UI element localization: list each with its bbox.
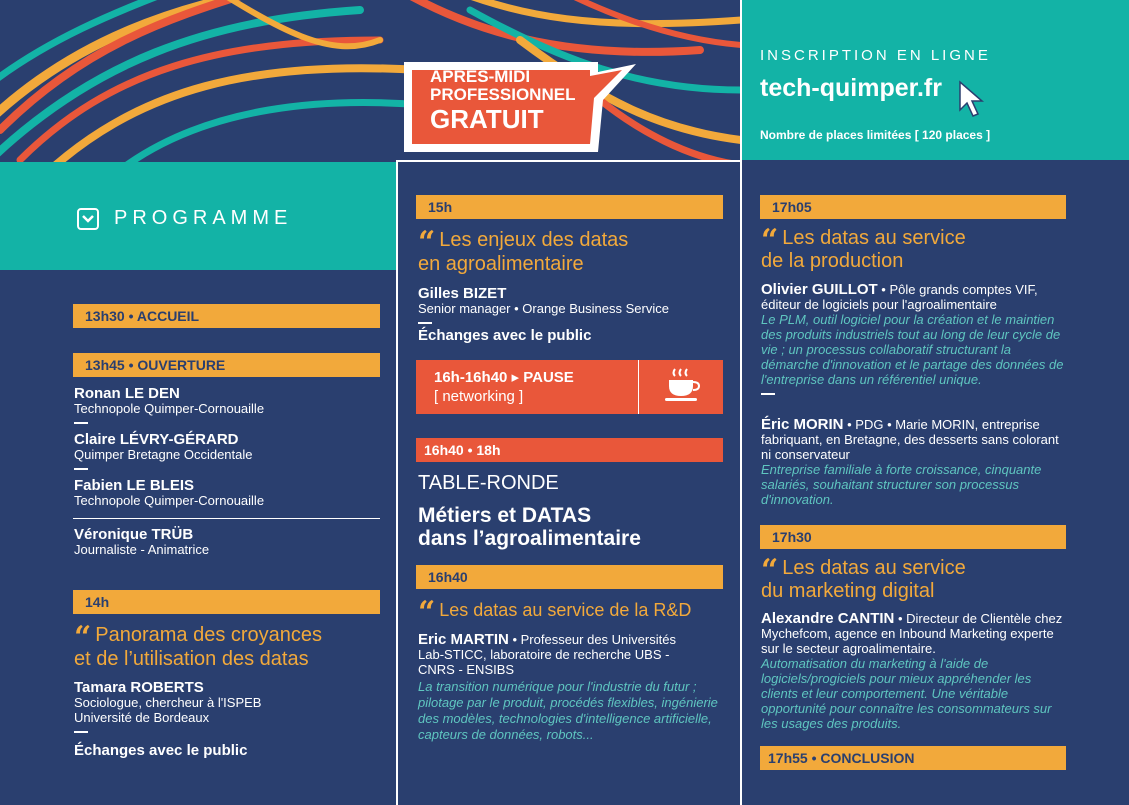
speaker-role: Senior manager • Orange Business Service [418, 301, 669, 316]
speaker-name: Éric MORIN [761, 416, 844, 433]
programme-band [0, 162, 396, 270]
talk-title-enjeux: “ Les enjeux des datas en agroalimentaire [418, 225, 629, 275]
echanges-col1: Échanges avec le public [74, 742, 248, 759]
quote-icon: “ [761, 553, 779, 588]
speaker-name: Gilles BIZET [418, 285, 507, 302]
speaker-name: Olivier GUILLOT [761, 281, 878, 298]
inscription-label: INSCRIPTION EN LIGNE [760, 47, 991, 64]
programme-label: PROGRAMME [114, 207, 293, 229]
places-note: Nombre de places limitées [ 120 places ] [760, 128, 991, 142]
speaker-role: • Professeur des Universités [508, 632, 676, 647]
quote-icon: “ [418, 225, 436, 260]
time-table-bar: 16h40 • 18h [416, 438, 723, 462]
table-ronde-label: TABLE-RONDE [418, 472, 559, 494]
divider-right [740, 0, 742, 805]
quote-icon: “ [74, 620, 92, 655]
time-1730-bar: 17h30 [760, 525, 1066, 549]
cursor-icon [957, 80, 985, 120]
ouverture-bar: 13h45 • OUVERTURE [73, 353, 380, 377]
speaker-morin [761, 417, 1066, 507]
pause-time: 16h-16h40 ▸ PAUSE [434, 369, 574, 386]
badge-line2: PROFESSIONNEL [430, 85, 576, 104]
talk-description: Automatisation du marketing à l'aide de logiciels/progiciels pour mieux appréhender les clients et leur comportement. Une véritable opportunité pour connaître les consommateurs sur les usages des produits. [761, 656, 1052, 731]
speaker-1 [74, 386, 264, 424]
divider-top [396, 160, 742, 162]
speaker-2 [74, 432, 252, 470]
speaker-martin [418, 632, 718, 743]
speaker-name: Eric MARTIN [418, 631, 509, 648]
badge-line3: GRATUIT [430, 104, 544, 134]
coffee-cup-icon [661, 366, 701, 406]
speaker-affiliation: Université de Bordeaux [74, 710, 210, 725]
time-15h-bar: 15h [416, 195, 723, 219]
speaker-affiliation-2: CNRS - ENSIBS [418, 662, 515, 677]
speaker-role: • Directeur de Clientèle chez Mychefcom, agence en Inbound Marketing experte sur le secteur agroalimentaire. [761, 611, 1063, 656]
quote-icon: “ [761, 223, 779, 258]
speaker-name: Véronique TRÜB [74, 526, 194, 543]
speaker-role: Sociologue, chercheur à l'ISPEB [74, 695, 262, 710]
echanges-col2: Échanges avec le public [418, 327, 592, 344]
metiers-title: Métiers et DATAS dans l’agroalimentaire [418, 504, 641, 550]
speaker-name: Ronan LE DEN [74, 385, 180, 402]
time-14h-bar: 14h [73, 590, 380, 614]
talk-title-marketing: “ Les datas au service du marketing digital [761, 553, 966, 602]
badge-line1: APRÈS-MIDI [430, 67, 531, 86]
speaker-name: Claire LÉVRY-GÉRARD [74, 431, 239, 448]
speaker-bizet [418, 286, 669, 324]
speaker-3 [74, 478, 264, 508]
separator-line [73, 518, 380, 519]
speaker-name: Tamara ROBERTS [74, 679, 204, 696]
pause-box [416, 360, 723, 414]
speaker-role: • PDG • Marie MORIN, entreprise fabriquant, en Bretagne, des desserts sans colorant ni conservateur [761, 417, 1059, 462]
inscription-url[interactable]: tech-quimper.fr [760, 74, 942, 102]
speaker-affiliation: Lab-STICC, laboratoire de recherche UBS - [418, 647, 670, 662]
quote-icon: “ [418, 595, 436, 630]
conclusion-bar: 17h55 • CONCLUSION [760, 746, 1066, 770]
speaker-guillot [761, 282, 1066, 395]
speaker-4 [74, 527, 209, 557]
speaker-name: Alexandre CANTIN [761, 610, 895, 627]
talk-description: La transition numérique pour l'industrie du futur ; pilotage par le produit, procédés flexibles, ingénierie des modèles, technologies d'intelligence artificielle, capteurs de données, robots... [418, 679, 718, 742]
talk-description: Le PLM, outil logiciel pour la création et le maintien des produits industriels tout au long de leur cycle de vie ; un processus collaboratif structurant la démarche d'innovation et le partage des données de l'entreprise dans un référentiel unique. [761, 312, 1064, 387]
speaker-name: Fabien LE BLEIS [74, 477, 195, 494]
speaker-role: Technopole Quimper-Cornouaille [74, 401, 265, 416]
chevron-down-icon [77, 208, 99, 230]
pause-label: [ networking ] [434, 388, 524, 405]
free-badge [398, 52, 638, 162]
talk-title-panorama: “ Panorama des croyances et de l’utilisation des datas [74, 620, 323, 670]
speaker-cantin [761, 611, 1066, 731]
accueil-bar: 13h30 • ACCUEIL [73, 304, 380, 328]
speaker-role: • Pôle grands comptes VIF, éditeur de logiciels pour l'agroalimentaire [761, 282, 1038, 312]
speaker-role: Journaliste - Animatrice [74, 542, 210, 557]
talk-title-rd: “ Les datas au service de la R&D [418, 595, 692, 630]
divider-left [396, 160, 398, 805]
talk-title-production: “ Les datas au service de la production [761, 223, 966, 272]
speaker-tamara [74, 680, 261, 733]
speaker-role: Quimper Bretagne Occidentale [74, 447, 253, 462]
time-1705-bar: 17h05 [760, 195, 1066, 219]
speaker-role: Technopole Quimper-Cornouaille [74, 493, 265, 508]
talk-description: Entreprise familiale à forte croissance, cinquante salariés, souhaitant structurer son processus d'innovation. [761, 462, 1042, 507]
time-1640-bar: 16h40 [416, 565, 723, 589]
inscription-panel [742, 0, 1129, 160]
